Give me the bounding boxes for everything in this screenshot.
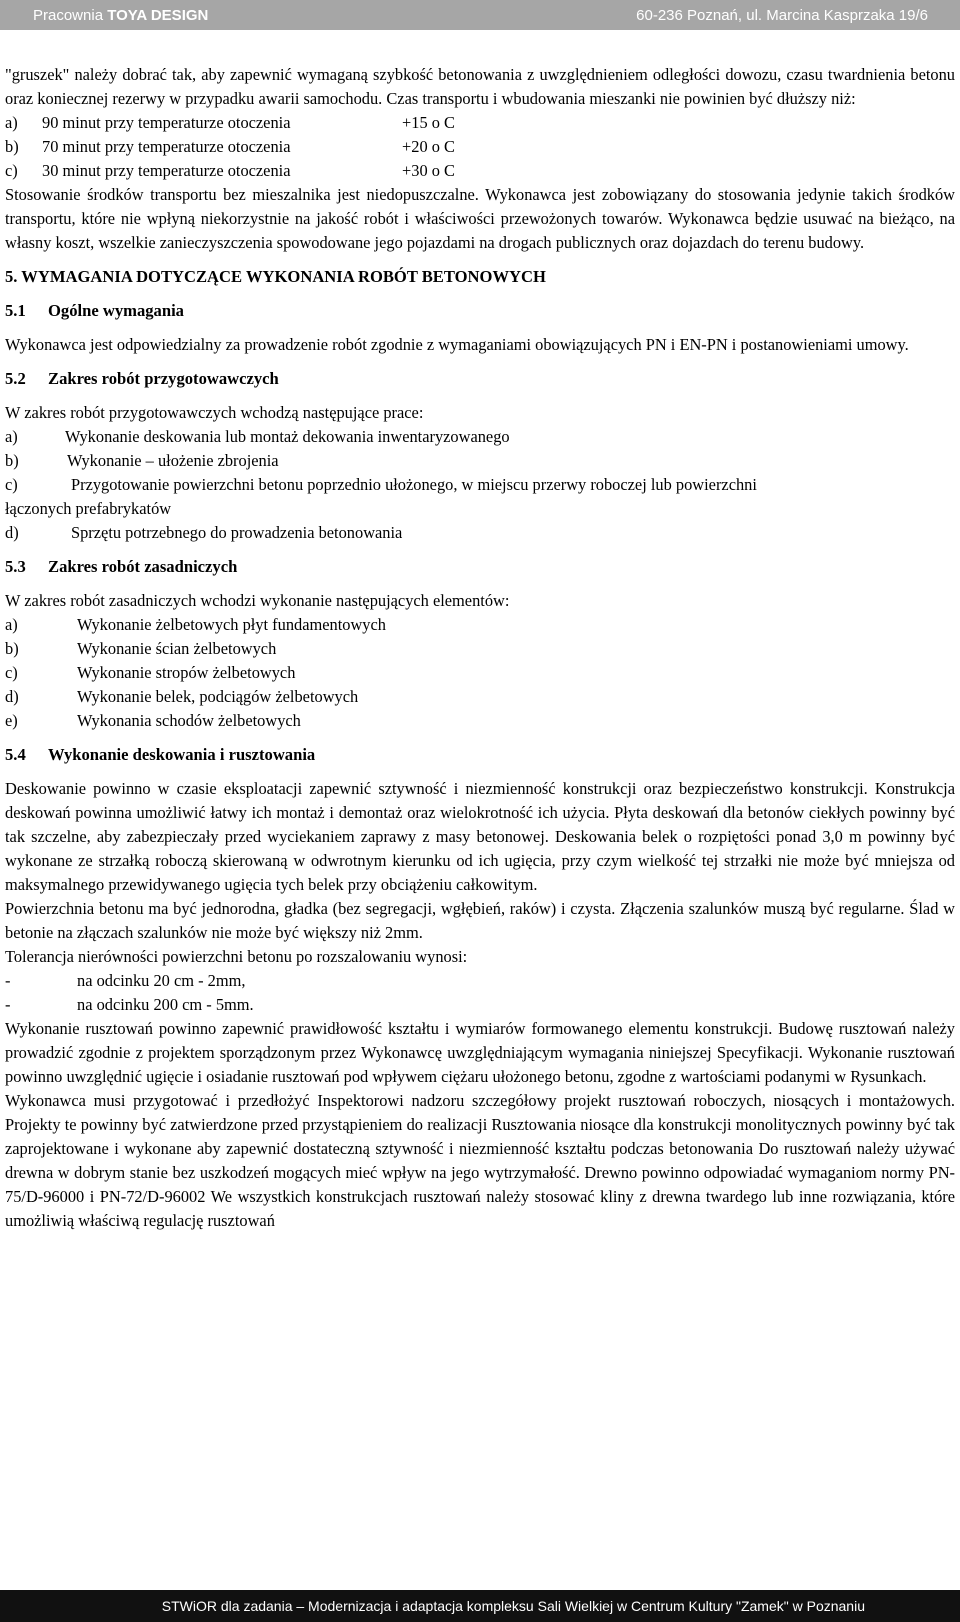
temp-item-a (5, 111, 955, 135)
list-letter: a) (5, 615, 18, 634)
list-letter: b) (5, 451, 19, 470)
main-item-e (5, 709, 955, 733)
list-letter: d) (5, 523, 19, 542)
list-text: Wykonanie stropów żelbetowych (77, 663, 296, 682)
section-5-heading: 5. WYMAGANIA DOTYCZĄCE WYKONANIA ROBÓT BETONOWYCH (5, 267, 546, 286)
list-text: Wykonanie belek, podciągów żelbetowych (77, 687, 359, 706)
temperature-value: +15 o C (402, 113, 455, 132)
tolerance-item-1 (5, 969, 955, 993)
list-letter: c) (5, 161, 18, 180)
footer-text: STWiOR dla zadania – Modernizacja i adaptacja kompleksu Sali Wielkiej w Centrum Kultury "Zamek" w Poznaniu (161, 1598, 865, 1614)
section-5-1-text: Wykonawca jest odpowiedzialny za prowadzenie robót zgodnie z wymaganiami obowiązujących PN i EN-PN i postanowieniami umowy. (5, 335, 909, 354)
list-letter: b) (5, 137, 19, 156)
list-text: Wykonanie ścian żelbetowych (77, 639, 277, 658)
list-text: Wykonanie żelbetowych płyt fundamentowych (77, 615, 386, 634)
prep-item-a (5, 425, 955, 449)
main-item-c (5, 661, 955, 685)
prep-item-c (5, 473, 955, 497)
list-text: 70 minut przy temperaturze otoczenia (42, 137, 291, 156)
surface-paragraph: Powierzchnia betonu ma być jednorodna, gładka (bez segregacji, wgłębień, raków) i czysta. Złączenia szalunków muszą być regularne. Ślad w betonie na złączach szalunków nie może być większy niż 2mm. (5, 899, 955, 942)
list-dash: - (5, 995, 11, 1014)
section-number: 5.1 (5, 301, 26, 320)
section-5-4-heading (5, 743, 955, 767)
list-text: 30 minut przy temperaturze otoczenia (42, 161, 291, 180)
section-number: 5.4 (5, 745, 26, 764)
temp-item-b (5, 135, 955, 159)
tolerance-item-2 (5, 993, 955, 1017)
section-number: 5.2 (5, 369, 26, 388)
intro-paragraph: "gruszek" należy dobrać tak, aby zapewnić wymaganą szybkość betonowania z uwzględnieniem odległości dowozu, czasu twardnienia betonu oraz koniecznej rezerwy w przypadku awarii samochodu. Czas transportu i wbudowania mieszanki nie powinien być dłuższy niż: (5, 65, 955, 108)
document-body (5, 63, 955, 1233)
list-letter: d) (5, 687, 19, 706)
section-5-3-intro: W zakres robót zasadniczych wchodzi wykonanie następujących elementów: (5, 591, 510, 610)
page-footer (0, 1590, 960, 1622)
prep-item-c-cont (5, 497, 955, 521)
scaffolding-paragraph: Wykonanie rusztowań powinno zapewnić prawidłowość kształtu i wymiarów formowanego elementu konstrukcji. Budowę rusztowań należy prowadzić zgodnie z projektem sporządzonym przez Wykonawcę uwzględniającym wymagania niniejszej Specyfikacji. Wykonanie rusztowań powinno uwzględnić ugięcie i osiadanie rusztowań pod wpływem ciężaru ułożonego betonu, zgodne z wartościami podanymi w Rysunkach. (5, 1019, 955, 1086)
section-title: Zakres robót przygotowawczych (48, 369, 279, 388)
list-text: Wykonanie – ułożenie zbrojenia (67, 451, 279, 470)
formwork-paragraph: Deskowanie powinno w czasie eksploatacji zapewnić sztywność i niezmienność konstrukcji oraz bezpieczeństwo konstrukcji. Konstrukcja deskowań powinna umożliwić łatwy ich montaż i demontaż oraz wielokrotność ich użycia. Płyta deskowań dla betonów ciekłych powinny być tak szczelne, aby zabezpieczały przed wyciekaniem zaprawy z masy betonowej. Deskowania belek o rozpiętości ponad 3,0 m powinny być wykonane ze strzałką roboczą skierowaną w odwrotnym kierunku od ich ugięcia, przy czym wielkość tej strzałki nie może być mniejsza od maksymalnego przewidywanego ugięcia tych belek przy obciążeniu całkowitym. (5, 779, 955, 894)
list-letter: a) (5, 427, 18, 446)
section-5-2-intro: W zakres robót przygotowawczych wchodzą następujące prace: (5, 403, 424, 422)
section-number: 5.3 (5, 557, 26, 576)
list-letter: a) (5, 113, 18, 132)
section-5-1-heading (5, 299, 955, 323)
header-prefix: Pracownia (33, 6, 104, 24)
temperature-value: +20 o C (402, 137, 455, 156)
header-company (33, 7, 208, 24)
transport-paragraph: Stosowanie środków transportu bez mieszalnika jest niedopuszczalne. Wykonawca jest zobowiązany do stosowania jedynie takich środków transportu, które nie wpłyną niekorzystnie na jakość robót i właściwości przewożonych towarów. Wykonawca będzie usuwać na bieżąco, na własny koszt, wszelkie zanieczyszczenia spowodowane jego pojazdami na drogach publicznych oraz dojazdach do terenu budowy. (5, 185, 955, 252)
scaffolding-project-paragraph: Wykonawca musi przygotować i przedłożyć Inspektorowi nadzoru szczegółowy projekt rusztowań roboczych, niosących i montażowych. Projekty te powinny być zatwierdzone przed przystąpieniem do realizacji Rusztowania niosące dla konstrukcji monolitycznych powinny być tak zaprojektowane i wykonane aby zapewnić dostateczną sztywność i niezmienność kształtu podczas betonowania Do rusztowań należy używać drewna w dobrym stanie bez uszkodzeń mogących mieć wpływ na jego wytrzymałość. Drewno powinno odpowiadać wymaganiom normy PN-75/D-96000 i PN-72/D-96002 We wszystkich konstrukcjach rusztowań należy stosować kliny z drewna twardego lub inne rozwiązania, które umożliwią właściwą regulację rusztowań (5, 1091, 955, 1230)
list-letter: c) (5, 475, 18, 494)
list-dash: - (5, 971, 11, 990)
header-address: 60-236 Poznań, ul. Marcina Kasprzaka 19/6 (636, 6, 928, 24)
section-5-3-heading (5, 555, 955, 579)
temp-item-c (5, 159, 955, 183)
section-title: Wykonanie deskowania i rusztowania (48, 745, 316, 764)
page-header (0, 0, 960, 30)
prep-item-d (5, 521, 955, 545)
list-text: Przygotowanie powierzchni betonu poprzednio ułożonego, w miejscu przerwy roboczej lub powierzchni (71, 475, 757, 494)
main-item-d (5, 685, 955, 709)
main-item-b (5, 637, 955, 661)
temperature-value: +30 o C (402, 161, 455, 180)
main-item-a (5, 613, 955, 637)
section-title: Ogólne wymagania (48, 301, 184, 320)
list-text: Wykonanie deskowania lub montaż dekowania inwentaryzowanego (65, 427, 510, 446)
list-text: 90 minut przy temperaturze otoczenia (42, 113, 291, 132)
list-text: na odcinku 200 cm - 5mm. (77, 995, 254, 1014)
header-brand: TOYA DESIGN (107, 6, 209, 24)
list-letter: e) (5, 711, 18, 730)
list-letter: c) (5, 663, 18, 682)
section-5-2-heading (5, 367, 955, 391)
list-letter: b) (5, 639, 19, 658)
list-text: Sprzętu potrzebnego do prowadzenia betonowania (71, 523, 403, 542)
tolerance-intro: Tolerancja nierówności powierzchni betonu po rozszalowaniu wynosi: (5, 947, 468, 966)
prep-item-b (5, 449, 955, 473)
list-text: Wykonania schodów żelbetowych (77, 711, 301, 730)
section-title: Zakres robót zasadniczych (48, 557, 238, 576)
list-text: na odcinku 20 cm - 2mm, (77, 971, 246, 990)
list-text: łączonych prefabrykatów (5, 499, 172, 518)
